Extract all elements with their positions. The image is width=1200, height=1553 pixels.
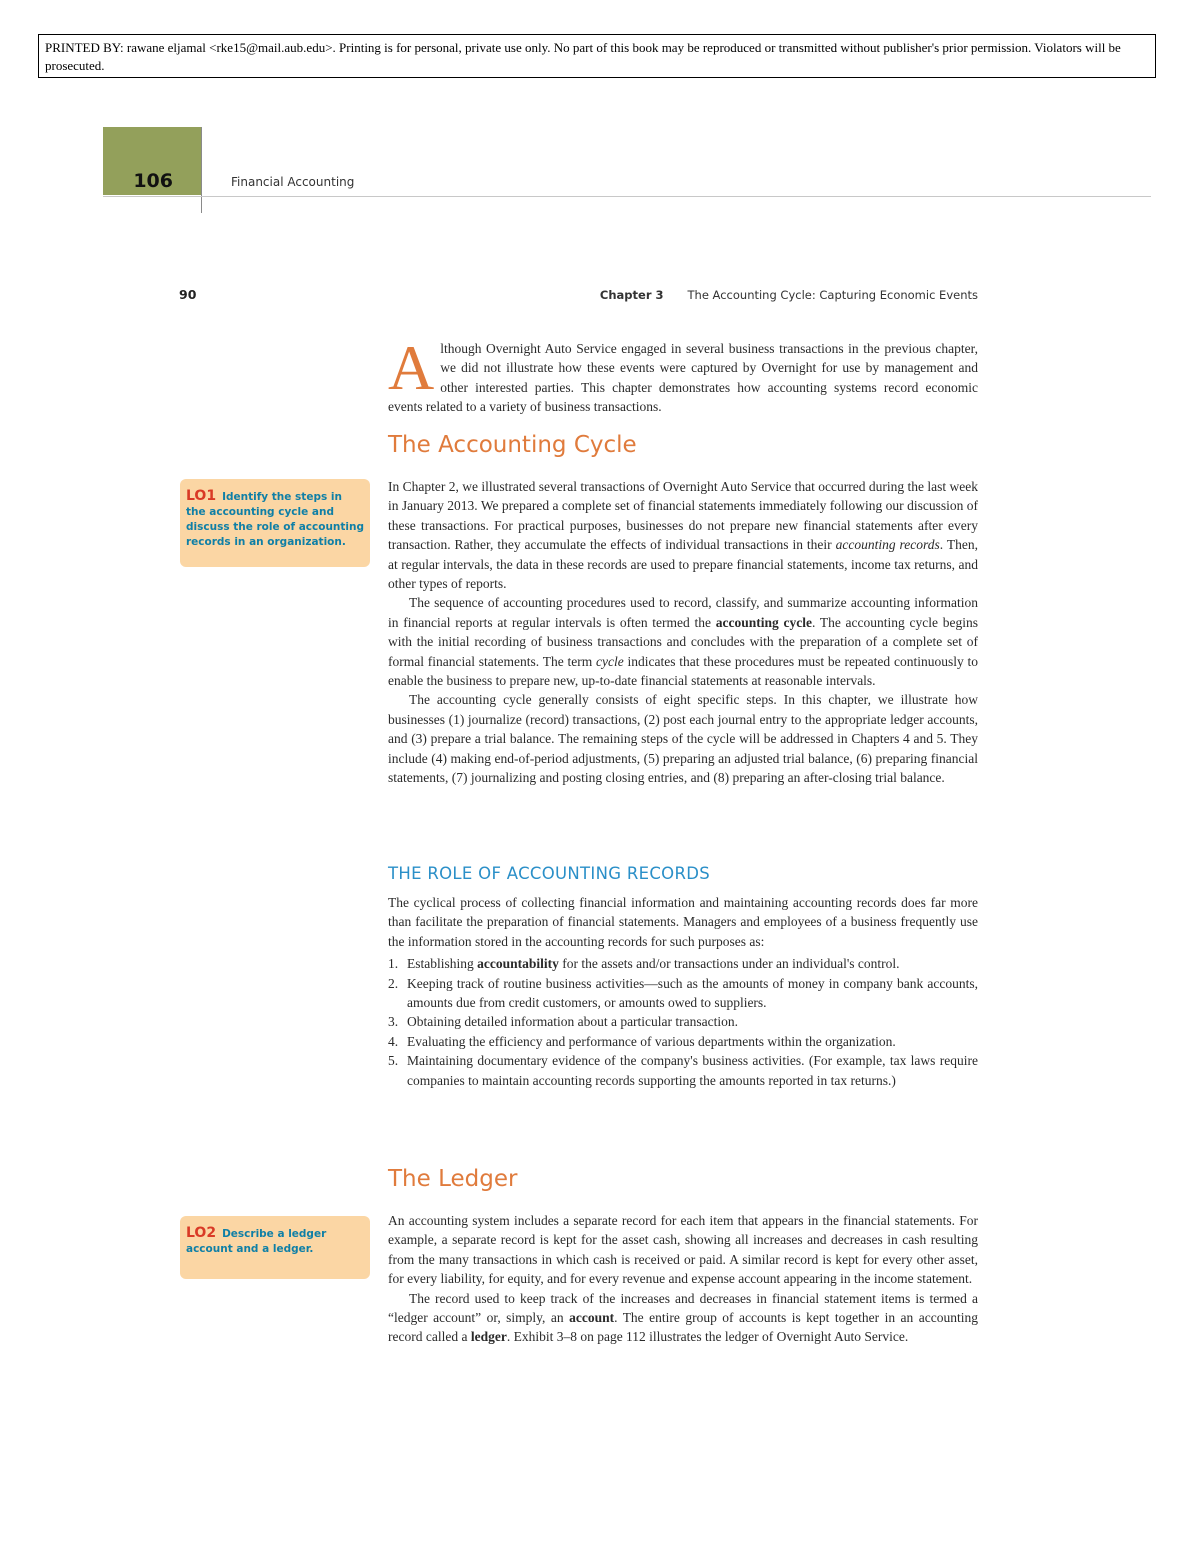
lo1-text: Identify the steps in the accounting cycle and discuss the role of accounting records in an organization. <box>186 491 365 548</box>
paragraph: The record used to keep track of the increases and decreases in financial statement items is termed a “ledger account” or, simply, an account. The entire group of accounts is kept together in an accounting record called a ledger. Exhibit 3–8 on page 112 illustrates the ledger of Overnight Auto Service. <box>388 1290 978 1345</box>
paragraph: In Chapter 2, we illustrated several transactions of Overnight Auto Service that occurred during the last week in January 2013. We prepared a complete set of financial statements immediately following our discussion of these transactions. For practical purposes, businesses do not prepare new financial statements after every transaction. Rather, they accumulate the effects of individual transactions in their accounting records. Then, at regular intervals, the data in these records are used to prepare financial statements, income tax returns, and other types of reports. <box>388 479 978 592</box>
intro-paragraph <box>388 332 978 417</box>
list-item: 2. Keeping track of routine business activities—such as the amounts of money in company bank accounts, amounts due from credit customers, or amounts owed to suppliers. <box>388 975 978 1011</box>
lo2-code: LO2 <box>186 1225 217 1241</box>
subsection-heading-role-of-records: THE ROLE OF ACCOUNTING RECORDS <box>388 864 711 883</box>
header-rule <box>103 196 1151 197</box>
lo2-text: Describe a ledger account and a ledger. <box>186 1228 327 1255</box>
list-item: 4. Evaluating the efficiency and performance of various departments within the organization. <box>388 1033 896 1049</box>
list-item: 3. Obtaining detailed information about a particular transaction. <box>388 1014 739 1030</box>
book-page-tab <box>103 127 201 195</box>
paragraph: An accounting system includes a separate record for each item that appears in the financial statements. For example, a separate record is kept for the asset cash, showing all increases and decreases in cash resulting from the many transactions in which cash is received or paid. A similar record is kept for every other asset, for every liability, for equity, and for every revenue and expense account appearing in the income statement. <box>388 1213 978 1287</box>
chapter-label: Chapter 3 <box>599 288 664 302</box>
lo1-code: LO1 <box>186 488 217 504</box>
drop-cap: A <box>388 332 435 403</box>
book-page-number: 106 <box>133 170 173 192</box>
role-of-records-body <box>388 893 978 1090</box>
purposes-list <box>388 954 978 1090</box>
intro-text: lthough Overnight Auto Service engaged in several business transactions in the previous chapter, we did not illustrate how these events were captured by Overnight for use by management and other interested parties. This chapter demonstrates how accounting systems record economic events related to a variety of business transactions. <box>388 341 978 415</box>
paragraph: The cyclical process of collecting financial information and maintaining accounting records does far more than facilitate the preparation of financial statements. Managers and employees of a business frequently use the information stored in the accounting records for such purposes as: <box>388 895 978 949</box>
list-item: 5. Maintaining documentary evidence of the company's business activities. (For example, tax laws require companies to maintain accounting records supporting the amounts reported in tax returns.) <box>388 1053 978 1088</box>
learning-objective-lo2 <box>180 1216 370 1279</box>
tab-divider-vertical <box>201 127 202 213</box>
accounting-cycle-body <box>388 477 978 788</box>
chapter-title: The Accounting Cycle: Capturing Economic Events <box>687 288 978 302</box>
chapter-page-number: 90 <box>179 287 197 302</box>
learning-objective-lo1 <box>180 479 370 567</box>
list-item: 1. Establishing accountability for the assets and/or transactions under an individual's control. <box>388 956 900 972</box>
section-heading-ledger: The Ledger <box>388 1166 518 1192</box>
paragraph: The sequence of accounting procedures used to record, classify, and summarize accounting information in financial reports at regular intervals is often termed the accounting cycle. The accounting cycle begins with the initial recording of business transactions and concludes with the preparation of a complete set of formal financial statements. The term cycle indicates that these procedures must be repeated continuously to enable the business to prepare new, up-to-date financial statements at reasonable intervals. <box>388 595 978 689</box>
print-notice-banner: PRINTED BY: rawane eljamal <rke15@mail.aub.edu>. Printing is for personal, private use only. No part of this book may be reproduced or transmitted without publisher's prior permission. Violators will be prosecuted. <box>38 34 1156 78</box>
paragraph: The accounting cycle generally consists of eight specific steps. In this chapter, we illustrate how businesses (1) journalize (record) transactions, (2) post each journal entry to the appropriate ledger accounts, and (3) prepare a trial balance. The remaining steps of the cycle will be addressed in Chapters 4 and 5. They include (4) making end-of-period adjustments, (5) preparing an adjusted trial balance, (6) preparing financial statements, (7) journalizing and posting closing entries, and (8) preparing an after-closing trial balance. <box>388 692 978 786</box>
ledger-body <box>388 1211 978 1347</box>
book-title: Financial Accounting <box>231 175 355 189</box>
section-heading-accounting-cycle: The Accounting Cycle <box>388 432 637 458</box>
running-head <box>600 288 978 302</box>
